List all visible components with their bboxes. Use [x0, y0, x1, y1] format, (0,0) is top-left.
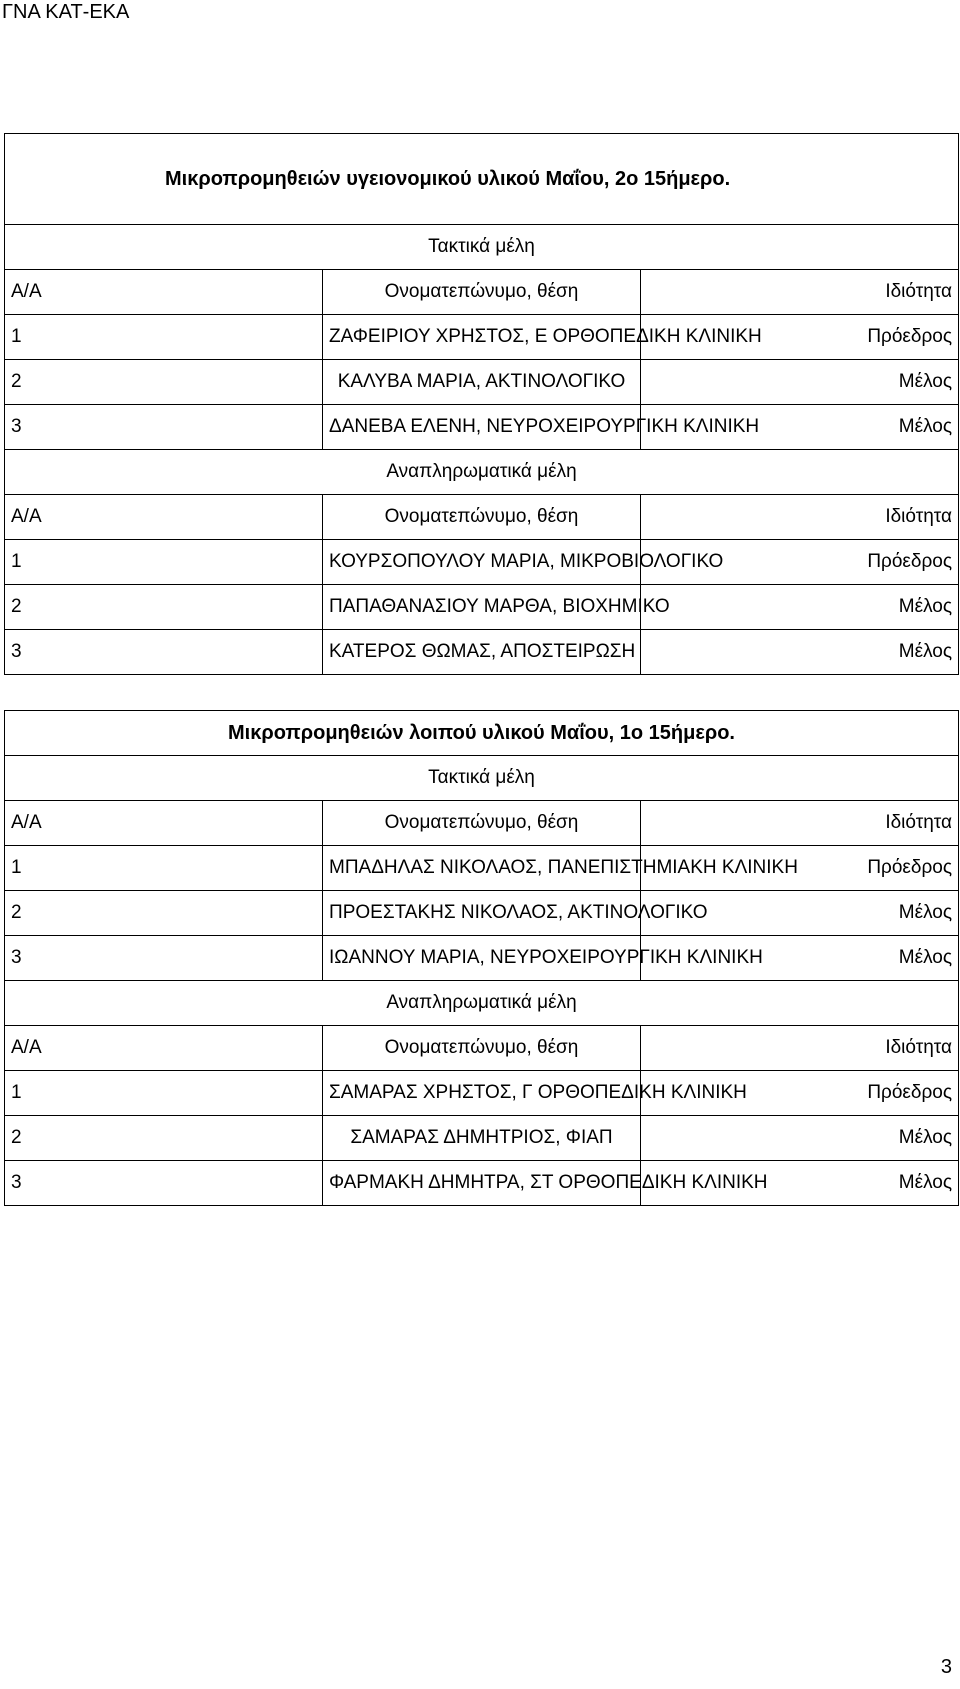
- row-role: Μέλος: [641, 891, 959, 936]
- header-name: Ονοματεπώνυμο, θέση: [323, 495, 641, 540]
- table-row: [5, 1071, 959, 1116]
- committee-title: Μικροπρομηθειών λοιπού υλικού Μαΐου, 1ο 15ήμερο.: [5, 711, 959, 756]
- section-label-regular: Τακτικά μέλη: [5, 756, 959, 801]
- table-row: [5, 585, 959, 630]
- column-header-row: [5, 270, 959, 315]
- document-header: ΓΝΑ ΚΑΤ-ΕΚΑ: [2, 1, 130, 23]
- committee-title: Μικροπρομηθειών υγειονομικού υλικού Μαΐου, 2ο 15ήμερο.: [5, 134, 959, 225]
- row-name: ΚΑΛΥΒΑ ΜΑΡΙΑ, ΑΚΤΙΝΟΛΟΓΙΚΟ: [323, 360, 641, 405]
- column-header-row: [5, 1026, 959, 1071]
- table-row: [5, 1161, 959, 1206]
- row-name: ΦΑΡΜΑΚΗ ΔΗΜΗΤΡΑ, ΣΤ ΟΡΘΟΠΕΔΙΚΗ ΚΛΙΝΙΚΗ: [323, 1161, 641, 1206]
- row-role: Μέλος: [641, 1161, 959, 1206]
- table-row: [5, 315, 959, 360]
- row-role: Πρόεδρος: [641, 846, 959, 891]
- table-row: [5, 936, 959, 981]
- row-role: Μέλος: [641, 585, 959, 630]
- section-label-alternate: Αναπληρωματικά μέλη: [5, 981, 959, 1026]
- row-role: Πρόεδρος: [641, 315, 959, 360]
- committee-table: [4, 710, 959, 1206]
- header-role: Ιδιότητα: [641, 495, 959, 540]
- row-role: Μέλος: [641, 405, 959, 450]
- header-num: Α/Α: [5, 1026, 323, 1071]
- row-name: ΚΑΤΕΡΟΣ ΘΩΜΑΣ, ΑΠΟΣΤΕΙΡΩΣΗ: [323, 630, 641, 675]
- row-role: Μέλος: [641, 630, 959, 675]
- table-row: [5, 360, 959, 405]
- row-name: ΣΑΜΑΡΑΣ ΔΗΜΗΤΡΙΟΣ, ΦΙΑΠ: [323, 1116, 641, 1161]
- row-num: 2: [5, 1116, 323, 1161]
- row-num: 2: [5, 585, 323, 630]
- table-row: [5, 540, 959, 585]
- header-num: Α/Α: [5, 270, 323, 315]
- committee-table: [4, 133, 959, 675]
- table-row: [5, 405, 959, 450]
- header-num: Α/Α: [5, 801, 323, 846]
- header-role: Ιδιότητα: [641, 270, 959, 315]
- row-name: ΠΑΠΑΘΑΝΑΣΙΟΥ ΜΑΡΘΑ, ΒΙΟΧΗΜΙΚΟ: [323, 585, 641, 630]
- header-name: Ονοματεπώνυμο, θέση: [323, 270, 641, 315]
- row-num: 2: [5, 360, 323, 405]
- header-num: Α/Α: [5, 495, 323, 540]
- row-name: ΖΑΦΕΙΡΙΟΥ ΧΡΗΣΤΟΣ, Ε ΟΡΘΟΠΕΔΙΚΗ ΚΛΙΝΙΚΗ: [323, 315, 641, 360]
- row-num: 3: [5, 1161, 323, 1206]
- section-label-alternate: Αναπληρωματικά μέλη: [5, 450, 959, 495]
- table-row: [5, 846, 959, 891]
- row-num: 1: [5, 846, 323, 891]
- row-name: ΣΑΜΑΡΑΣ ΧΡΗΣΤΟΣ, Γ ΟΡΘΟΠΕΔΙΚΗ ΚΛΙΝΙΚΗ: [323, 1071, 641, 1116]
- row-num: 1: [5, 540, 323, 585]
- row-num: 1: [5, 1071, 323, 1116]
- header-role: Ιδιότητα: [641, 1026, 959, 1071]
- page-number: 3: [940, 1656, 952, 1678]
- header-name: Ονοματεπώνυμο, θέση: [323, 801, 641, 846]
- row-name: ΔΑΝΕΒΑ ΕΛΕΝΗ, ΝΕΥΡΟΧΕΙΡΟΥΡΓΙΚΗ ΚΛΙΝΙΚΗ: [323, 405, 641, 450]
- column-header-row: [5, 495, 959, 540]
- row-num: 2: [5, 891, 323, 936]
- section-label-regular: Τακτικά μέλη: [5, 225, 959, 270]
- row-num: 3: [5, 630, 323, 675]
- row-num: 3: [5, 405, 323, 450]
- header-role: Ιδιότητα: [641, 801, 959, 846]
- section-row: [5, 756, 959, 801]
- row-role: Πρόεδρος: [641, 540, 959, 585]
- table-title-row: [5, 711, 959, 756]
- row-role: Μέλος: [641, 360, 959, 405]
- row-name: ΚΟΥΡΣΟΠΟΥΛΟΥ ΜΑΡΙΑ, ΜΙΚΡΟΒΙΟΛΟΓΙΚΟ: [323, 540, 641, 585]
- section-row: [5, 981, 959, 1026]
- section-row: [5, 225, 959, 270]
- table-row: [5, 630, 959, 675]
- header-name: Ονοματεπώνυμο, θέση: [323, 1026, 641, 1071]
- row-role: Μέλος: [641, 936, 959, 981]
- row-num: 1: [5, 315, 323, 360]
- row-name: ΙΩΑΝΝΟΥ ΜΑΡΙΑ, ΝΕΥΡΟΧΕΙΡΟΥΡΓΙΚΗ ΚΛΙΝΙΚΗ: [323, 936, 641, 981]
- row-role: Πρόεδρος: [641, 1071, 959, 1116]
- row-name: ΜΠΑΔΗΛΑΣ ΝΙΚΟΛΑΟΣ, ΠΑΝΕΠΙΣΤΗΜΙΑΚΗ ΚΛΙΝΙΚΗ: [323, 846, 641, 891]
- column-header-row: [5, 801, 959, 846]
- row-role: Μέλος: [641, 1116, 959, 1161]
- table-title-row: [5, 134, 959, 225]
- table-row: [5, 891, 959, 936]
- row-name: ΠΡΟΕΣΤΑΚΗΣ ΝΙΚΟΛΑΟΣ, ΑΚΤΙΝΟΛΟΓΙΚΟ: [323, 891, 641, 936]
- table-row: [5, 1116, 959, 1161]
- section-row: [5, 450, 959, 495]
- row-num: 3: [5, 936, 323, 981]
